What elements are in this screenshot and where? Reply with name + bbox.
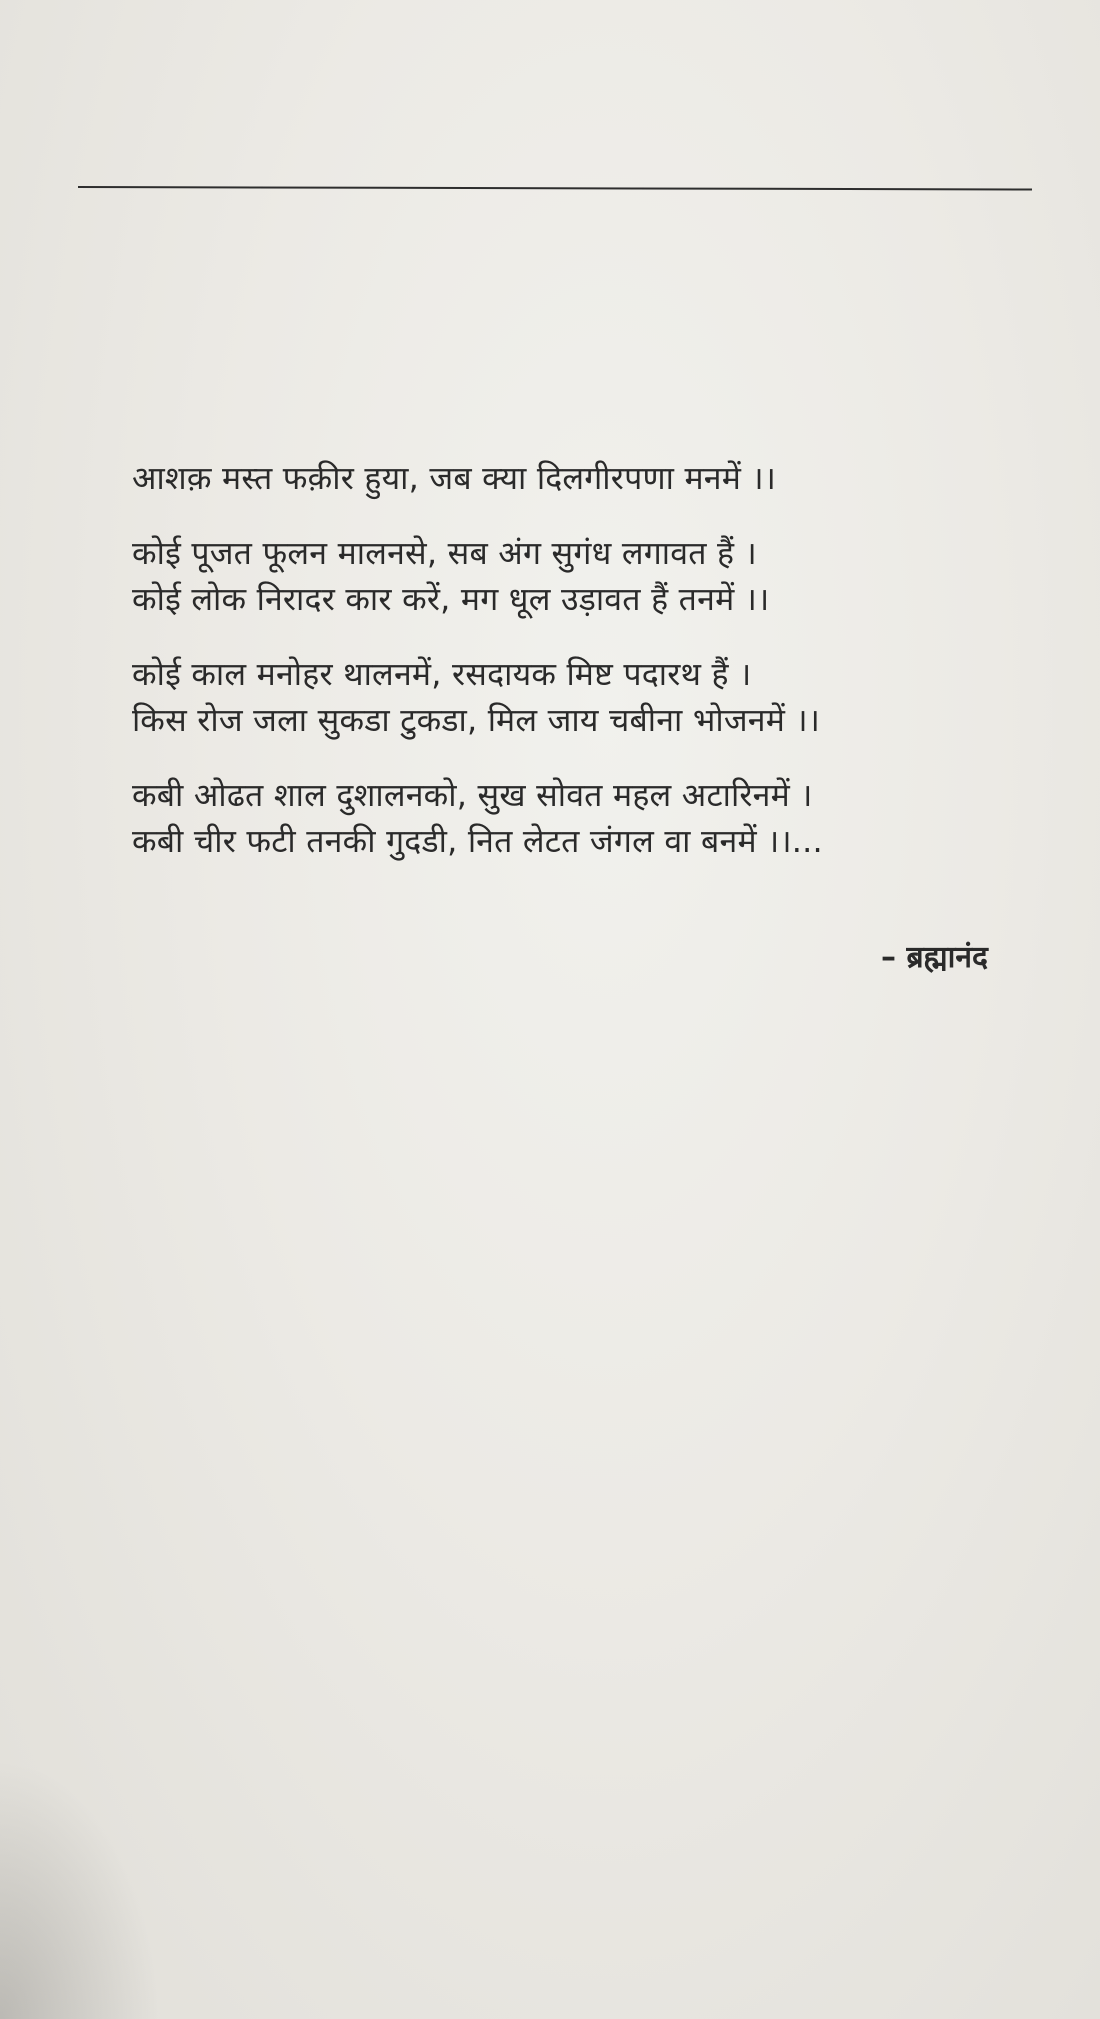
poem-line: किस रोज जला सुकडा टुकडा, मिल जाय चबीना भोजनमें ।। — [132, 701, 821, 739]
poem-line: आशक़ मस्त फक़ीर हुया, जब क्या दिलगीरपणा मनमें ।। — [132, 459, 777, 497]
poem-line: कोई पूजत फूलन मालनसे, सब अंग सुगंध लगावत हैं । — [132, 534, 757, 572]
poem-line: कबी चीर फटी तनकी गुदडी, नित लेटत जंगल वा बनमें ।।... — [132, 822, 823, 860]
top-horizontal-rule — [78, 186, 1032, 190]
poem-stanza-4 — [132, 772, 992, 864]
poem-stanza-2 — [132, 530, 992, 622]
poem-line: कोई काल मनोहर थालनमें, रसदायक मिष्ट पदारथ हैं । — [132, 655, 752, 693]
poem-line: कबी ओढत शाल दुशालनको, सुख सोवत महल अटारिनमें । — [132, 776, 813, 814]
poem-body — [132, 455, 992, 893]
poem-attribution: – ब्रह्मानंद — [881, 940, 988, 975]
poem-line: कोई लोक निरादर कार करें, मग धूल उड़ावत हैं तनमें ।। — [132, 580, 770, 618]
poem-stanza-3 — [132, 651, 992, 743]
poem-stanza-1 — [132, 455, 992, 501]
